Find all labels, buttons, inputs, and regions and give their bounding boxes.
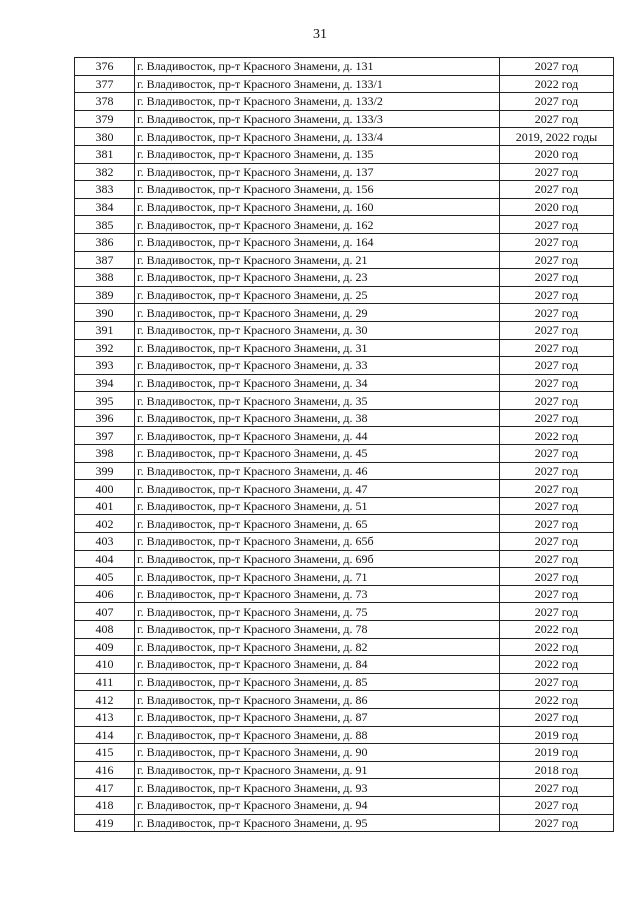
- year-cell: 2027 год: [500, 216, 614, 234]
- year-cell: 2027 год: [500, 163, 614, 181]
- address-cell: г. Владивосток, пр-т Красного Знамени, д. 93: [135, 779, 500, 797]
- year-cell: 2022 год: [500, 621, 614, 639]
- year-cell: 2020 год: [500, 145, 614, 163]
- row-number-cell: 403: [75, 533, 135, 551]
- address-cell: г. Владивосток, пр-т Красного Знамени, д. 73: [135, 585, 500, 603]
- row-number-cell: 412: [75, 691, 135, 709]
- row-number-cell: 395: [75, 392, 135, 410]
- year-cell: 2027 год: [500, 568, 614, 586]
- table-row: [75, 708, 614, 726]
- row-number-cell: 376: [75, 58, 135, 76]
- address-cell: г. Владивосток, пр-т Красного Знамени, д. 82: [135, 638, 500, 656]
- address-cell: г. Владивосток, пр-т Красного Знамени, д. 133/1: [135, 75, 500, 93]
- table-row: [75, 392, 614, 410]
- address-cell: г. Владивосток, пр-т Красного Знамени, д. 94: [135, 796, 500, 814]
- row-number-cell: 378: [75, 93, 135, 111]
- year-cell: 2027 год: [500, 515, 614, 533]
- table-row: [75, 339, 614, 357]
- row-number-cell: 383: [75, 181, 135, 199]
- table-row: [75, 568, 614, 586]
- row-number-cell: 399: [75, 462, 135, 480]
- year-cell: 2027 год: [500, 233, 614, 251]
- address-cell: г. Владивосток, пр-т Красного Знамени, д. 65: [135, 515, 500, 533]
- year-cell: 2027 год: [500, 321, 614, 339]
- table-row: [75, 462, 614, 480]
- table-row: [75, 691, 614, 709]
- year-cell: 2027 год: [500, 497, 614, 515]
- year-cell: 2027 год: [500, 814, 614, 832]
- table-row: [75, 128, 614, 146]
- year-cell: 2027 год: [500, 251, 614, 269]
- year-cell: 2027 год: [500, 286, 614, 304]
- table-row: [75, 726, 614, 744]
- year-cell: 2027 год: [500, 357, 614, 375]
- address-cell: г. Владивосток, пр-т Красного Знамени, д. 135: [135, 145, 500, 163]
- row-number-cell: 407: [75, 603, 135, 621]
- table-row: [75, 110, 614, 128]
- row-number-cell: 402: [75, 515, 135, 533]
- year-cell: 2027 год: [500, 409, 614, 427]
- year-cell: 2027 год: [500, 269, 614, 287]
- table-row: [75, 533, 614, 551]
- table-row: [75, 497, 614, 515]
- row-number-cell: 400: [75, 480, 135, 498]
- table-row: [75, 585, 614, 603]
- row-number-cell: 416: [75, 761, 135, 779]
- year-cell: 2022 год: [500, 427, 614, 445]
- row-number-cell: 405: [75, 568, 135, 586]
- address-cell: г. Владивосток, пр-т Красного Знамени, д. 160: [135, 198, 500, 216]
- row-number-cell: 390: [75, 304, 135, 322]
- address-cell: г. Владивосток, пр-т Красного Знамени, д. 87: [135, 708, 500, 726]
- row-number-cell: 397: [75, 427, 135, 445]
- year-cell: 2027 год: [500, 445, 614, 463]
- row-number-cell: 393: [75, 357, 135, 375]
- row-number-cell: 410: [75, 656, 135, 674]
- address-cell: г. Владивосток, пр-т Красного Знамени, д. 164: [135, 233, 500, 251]
- row-number-cell: 406: [75, 585, 135, 603]
- table-row: [75, 761, 614, 779]
- year-cell: 2020 год: [500, 198, 614, 216]
- table-row: [75, 515, 614, 533]
- table-row: [75, 58, 614, 76]
- address-cell: г. Владивосток, пр-т Красного Знамени, д. 45: [135, 445, 500, 463]
- row-number-cell: 382: [75, 163, 135, 181]
- row-number-cell: 415: [75, 744, 135, 762]
- address-cell: г. Владивосток, пр-т Красного Знамени, д. 95: [135, 814, 500, 832]
- table-row: [75, 321, 614, 339]
- year-cell: 2018 год: [500, 761, 614, 779]
- row-number-cell: 413: [75, 708, 135, 726]
- year-cell: 2027 год: [500, 796, 614, 814]
- address-cell: г. Владивосток, пр-т Красного Знамени, д. 25: [135, 286, 500, 304]
- address-table: [74, 57, 614, 832]
- address-cell: г. Владивосток, пр-т Красного Знамени, д. 33: [135, 357, 500, 375]
- row-number-cell: 392: [75, 339, 135, 357]
- year-cell: 2027 год: [500, 462, 614, 480]
- address-cell: г. Владивосток, пр-т Красного Знамени, д. 71: [135, 568, 500, 586]
- row-number-cell: 401: [75, 497, 135, 515]
- table-row: [75, 814, 614, 832]
- row-number-cell: 391: [75, 321, 135, 339]
- table-row: [75, 445, 614, 463]
- address-cell: г. Владивосток, пр-т Красного Знамени, д. 131: [135, 58, 500, 76]
- row-number-cell: 418: [75, 796, 135, 814]
- year-cell: 2027 год: [500, 181, 614, 199]
- address-cell: г. Владивосток, пр-т Красного Знамени, д. 90: [135, 744, 500, 762]
- table-row: [75, 744, 614, 762]
- year-cell: 2019 год: [500, 726, 614, 744]
- table-row: [75, 145, 614, 163]
- table-row: [75, 409, 614, 427]
- address-cell: г. Владивосток, пр-т Красного Знамени, д. 86: [135, 691, 500, 709]
- row-number-cell: 379: [75, 110, 135, 128]
- address-cell: г. Владивосток, пр-т Красного Знамени, д. 133/4: [135, 128, 500, 146]
- table-row: [75, 181, 614, 199]
- table-row: [75, 796, 614, 814]
- row-number-cell: 414: [75, 726, 135, 744]
- address-cell: г. Владивосток, пр-т Красного Знамени, д. 34: [135, 374, 500, 392]
- table-row: [75, 550, 614, 568]
- table-row: [75, 198, 614, 216]
- address-cell: г. Владивосток, пр-т Красного Знамени, д. 137: [135, 163, 500, 181]
- address-table-body: [75, 58, 614, 832]
- year-cell: 2027 год: [500, 779, 614, 797]
- row-number-cell: 404: [75, 550, 135, 568]
- year-cell: 2027 год: [500, 550, 614, 568]
- table-row: [75, 357, 614, 375]
- table-row: [75, 374, 614, 392]
- year-cell: 2022 год: [500, 656, 614, 674]
- table-row: [75, 673, 614, 691]
- table-row: [75, 304, 614, 322]
- row-number-cell: 408: [75, 621, 135, 639]
- row-number-cell: 380: [75, 128, 135, 146]
- row-number-cell: 394: [75, 374, 135, 392]
- address-cell: г. Владивосток, пр-т Красного Знамени, д. 46: [135, 462, 500, 480]
- address-cell: г. Владивосток, пр-т Красного Знамени, д. 23: [135, 269, 500, 287]
- address-cell: г. Владивосток, пр-т Красного Знамени, д. 38: [135, 409, 500, 427]
- row-number-cell: 417: [75, 779, 135, 797]
- address-cell: г. Владивосток, пр-т Красного Знамени, д. 84: [135, 656, 500, 674]
- year-cell: 2027 год: [500, 533, 614, 551]
- table-row: [75, 75, 614, 93]
- table-row: [75, 656, 614, 674]
- year-cell: 2027 год: [500, 480, 614, 498]
- row-number-cell: 409: [75, 638, 135, 656]
- address-cell: г. Владивосток, пр-т Красного Знамени, д. 21: [135, 251, 500, 269]
- table-row: [75, 163, 614, 181]
- address-cell: г. Владивосток, пр-т Красного Знамени, д. 91: [135, 761, 500, 779]
- table-row: [75, 251, 614, 269]
- address-cell: г. Владивосток, пр-т Красного Знамени, д. 47: [135, 480, 500, 498]
- address-cell: г. Владивосток, пр-т Красного Знамени, д. 133/2: [135, 93, 500, 111]
- address-cell: г. Владивосток, пр-т Красного Знамени, д. 51: [135, 497, 500, 515]
- year-cell: 2019, 2022 годы: [500, 128, 614, 146]
- year-cell: 2027 год: [500, 110, 614, 128]
- year-cell: 2022 год: [500, 75, 614, 93]
- row-number-cell: 398: [75, 445, 135, 463]
- year-cell: 2027 год: [500, 58, 614, 76]
- year-cell: 2027 год: [500, 673, 614, 691]
- address-cell: г. Владивосток, пр-т Красного Знамени, д. 35: [135, 392, 500, 410]
- year-cell: 2027 год: [500, 708, 614, 726]
- row-number-cell: 386: [75, 233, 135, 251]
- address-cell: г. Владивосток, пр-т Красного Знамени, д. 75: [135, 603, 500, 621]
- year-cell: 2027 год: [500, 339, 614, 357]
- year-cell: 2027 год: [500, 603, 614, 621]
- address-cell: г. Владивосток, пр-т Красного Знамени, д. 133/3: [135, 110, 500, 128]
- table-row: [75, 233, 614, 251]
- year-cell: 2027 год: [500, 304, 614, 322]
- address-cell: г. Владивосток, пр-т Красного Знамени, д. 29: [135, 304, 500, 322]
- page-number: 31: [313, 27, 327, 42]
- address-cell: г. Владивосток, пр-т Красного Знамени, д. 44: [135, 427, 500, 445]
- address-cell: г. Владивосток, пр-т Красного Знамени, д. 85: [135, 673, 500, 691]
- table-row: [75, 638, 614, 656]
- table-row: [75, 286, 614, 304]
- table-row: [75, 216, 614, 234]
- table-row: [75, 269, 614, 287]
- year-cell: 2027 год: [500, 93, 614, 111]
- address-cell: г. Владивосток, пр-т Красного Знамени, д. 30: [135, 321, 500, 339]
- table-row: [75, 93, 614, 111]
- address-cell: г. Владивосток, пр-т Красного Знамени, д. 31: [135, 339, 500, 357]
- table-row: [75, 427, 614, 445]
- year-cell: 2027 год: [500, 392, 614, 410]
- table-row: [75, 603, 614, 621]
- address-cell: г. Владивосток, пр-т Красного Знамени, д. 78: [135, 621, 500, 639]
- row-number-cell: 377: [75, 75, 135, 93]
- year-cell: 2022 год: [500, 638, 614, 656]
- address-cell: г. Владивосток, пр-т Красного Знамени, д. 65б: [135, 533, 500, 551]
- year-cell: 2019 год: [500, 744, 614, 762]
- row-number-cell: 387: [75, 251, 135, 269]
- row-number-cell: 411: [75, 673, 135, 691]
- table-row: [75, 480, 614, 498]
- year-cell: 2022 год: [500, 691, 614, 709]
- row-number-cell: 384: [75, 198, 135, 216]
- table-row: [75, 779, 614, 797]
- row-number-cell: 419: [75, 814, 135, 832]
- table-row: [75, 621, 614, 639]
- address-cell: г. Владивосток, пр-т Красного Знамени, д. 156: [135, 181, 500, 199]
- address-cell: г. Владивосток, пр-т Красного Знамени, д. 69б: [135, 550, 500, 568]
- address-cell: г. Владивосток, пр-т Красного Знамени, д. 162: [135, 216, 500, 234]
- row-number-cell: 381: [75, 145, 135, 163]
- row-number-cell: 385: [75, 216, 135, 234]
- row-number-cell: 389: [75, 286, 135, 304]
- year-cell: 2027 год: [500, 374, 614, 392]
- year-cell: 2027 год: [500, 585, 614, 603]
- row-number-cell: 396: [75, 409, 135, 427]
- address-cell: г. Владивосток, пр-т Красного Знамени, д. 88: [135, 726, 500, 744]
- row-number-cell: 388: [75, 269, 135, 287]
